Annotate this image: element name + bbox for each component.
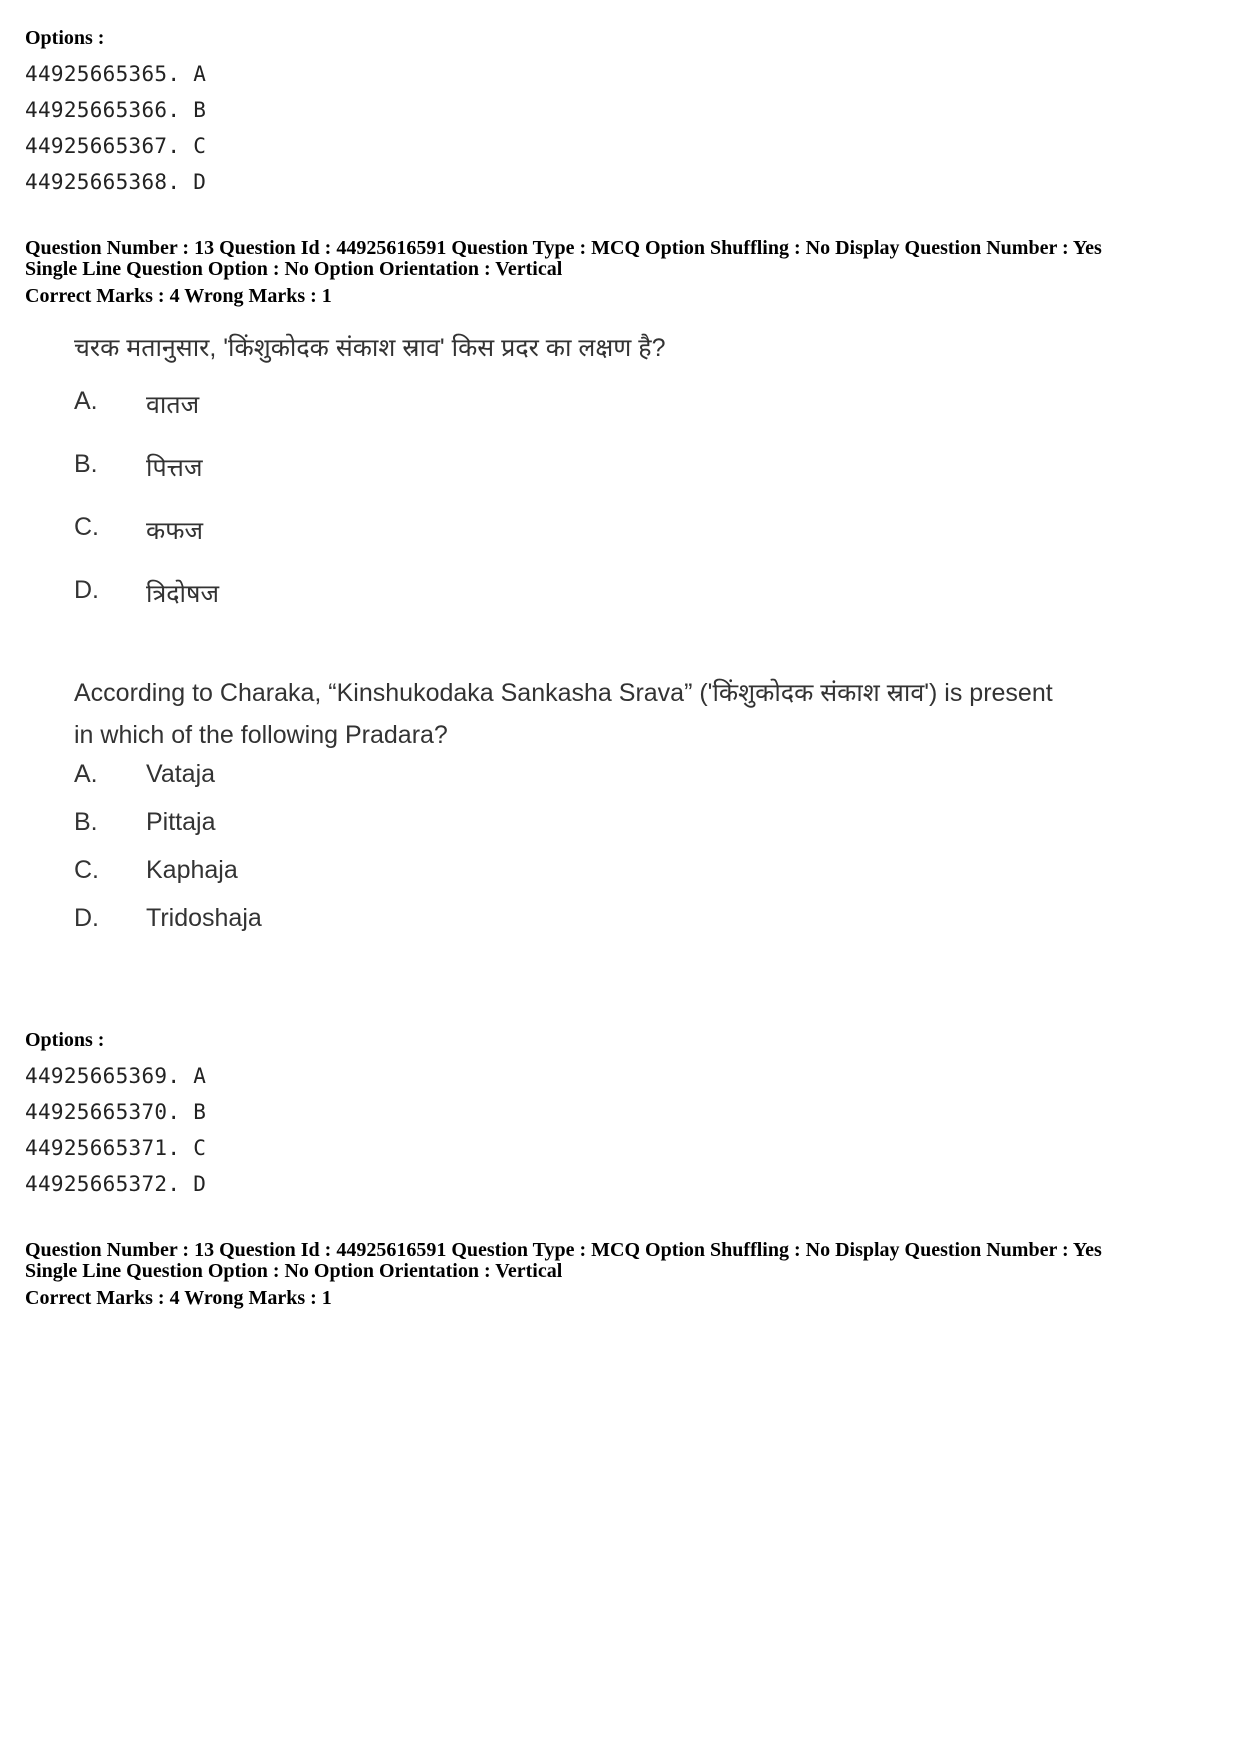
options-heading: Options : xyxy=(25,27,105,49)
bottom-options-block xyxy=(25,1028,206,1202)
option-line: 44925665370. B xyxy=(25,1100,207,1124)
choice-item: A. Vataja xyxy=(74,760,216,788)
options-list xyxy=(25,1058,206,1202)
choice-item: C. Kaphaja xyxy=(74,856,238,884)
question-marks: Correct Marks : 4 Wrong Marks : 1 xyxy=(25,285,332,307)
next-question-meta xyxy=(25,1240,1102,1309)
question-meta-line1: Question Number : 13 Question Id : 44925616591 Question Type : MCQ Option Shuffling : No Display Question Number : Yes xyxy=(25,1239,1102,1261)
option-line: 44925665366. B xyxy=(25,98,207,122)
option-line: 44925665371. C xyxy=(25,1136,207,1160)
option-line: 44925665369. A xyxy=(25,1064,207,1088)
question-meta-line2: Single Line Question Option : No Option Orientation : Vertical xyxy=(25,1260,563,1282)
question-text-english-line1: According to Charaka, “Kinshukodaka Sankasha Srava” ('किंशुकोदक संकाश स्राव') is present xyxy=(74,679,1053,707)
hindi-choices xyxy=(74,387,666,639)
option-line: 44925665372. D xyxy=(25,1172,207,1196)
question-meta xyxy=(25,238,1102,307)
options-heading: Options : xyxy=(25,1029,105,1051)
question-meta-line2: Single Line Question Option : No Option Orientation : Vertical xyxy=(25,258,563,280)
choice-item: C. कफज xyxy=(74,513,204,545)
choice-item: D. Tridoshaja xyxy=(74,904,262,932)
choice-item: B. पित्तज xyxy=(74,450,203,482)
question-marks: Correct Marks : 4 Wrong Marks : 1 xyxy=(25,1287,332,1309)
option-line: 44925665365. A xyxy=(25,62,207,86)
options-list xyxy=(25,56,206,200)
question-meta-line1: Question Number : 13 Question Id : 44925616591 Question Type : MCQ Option Shuffling : No Display Question Number : Yes xyxy=(25,237,1102,259)
option-line: 44925665367. C xyxy=(25,134,207,158)
option-line: 44925665368. D xyxy=(25,170,207,194)
question-text-hindi: चरक मतानुसार, 'किंशुकोदक संकाश स्राव' किस प्रदर का लक्षण है? xyxy=(74,334,666,362)
choice-item: B. Pittaja xyxy=(74,808,216,836)
choice-item: D. त्रिदोषज xyxy=(74,576,220,608)
top-options-block xyxy=(25,26,206,200)
question-body-hindi xyxy=(74,327,666,639)
english-choices xyxy=(74,760,1053,952)
choice-item: A. वातज xyxy=(74,387,200,419)
question-body-english xyxy=(74,672,1053,952)
question-text-english-line2: in which of the following Pradara? xyxy=(74,721,448,749)
